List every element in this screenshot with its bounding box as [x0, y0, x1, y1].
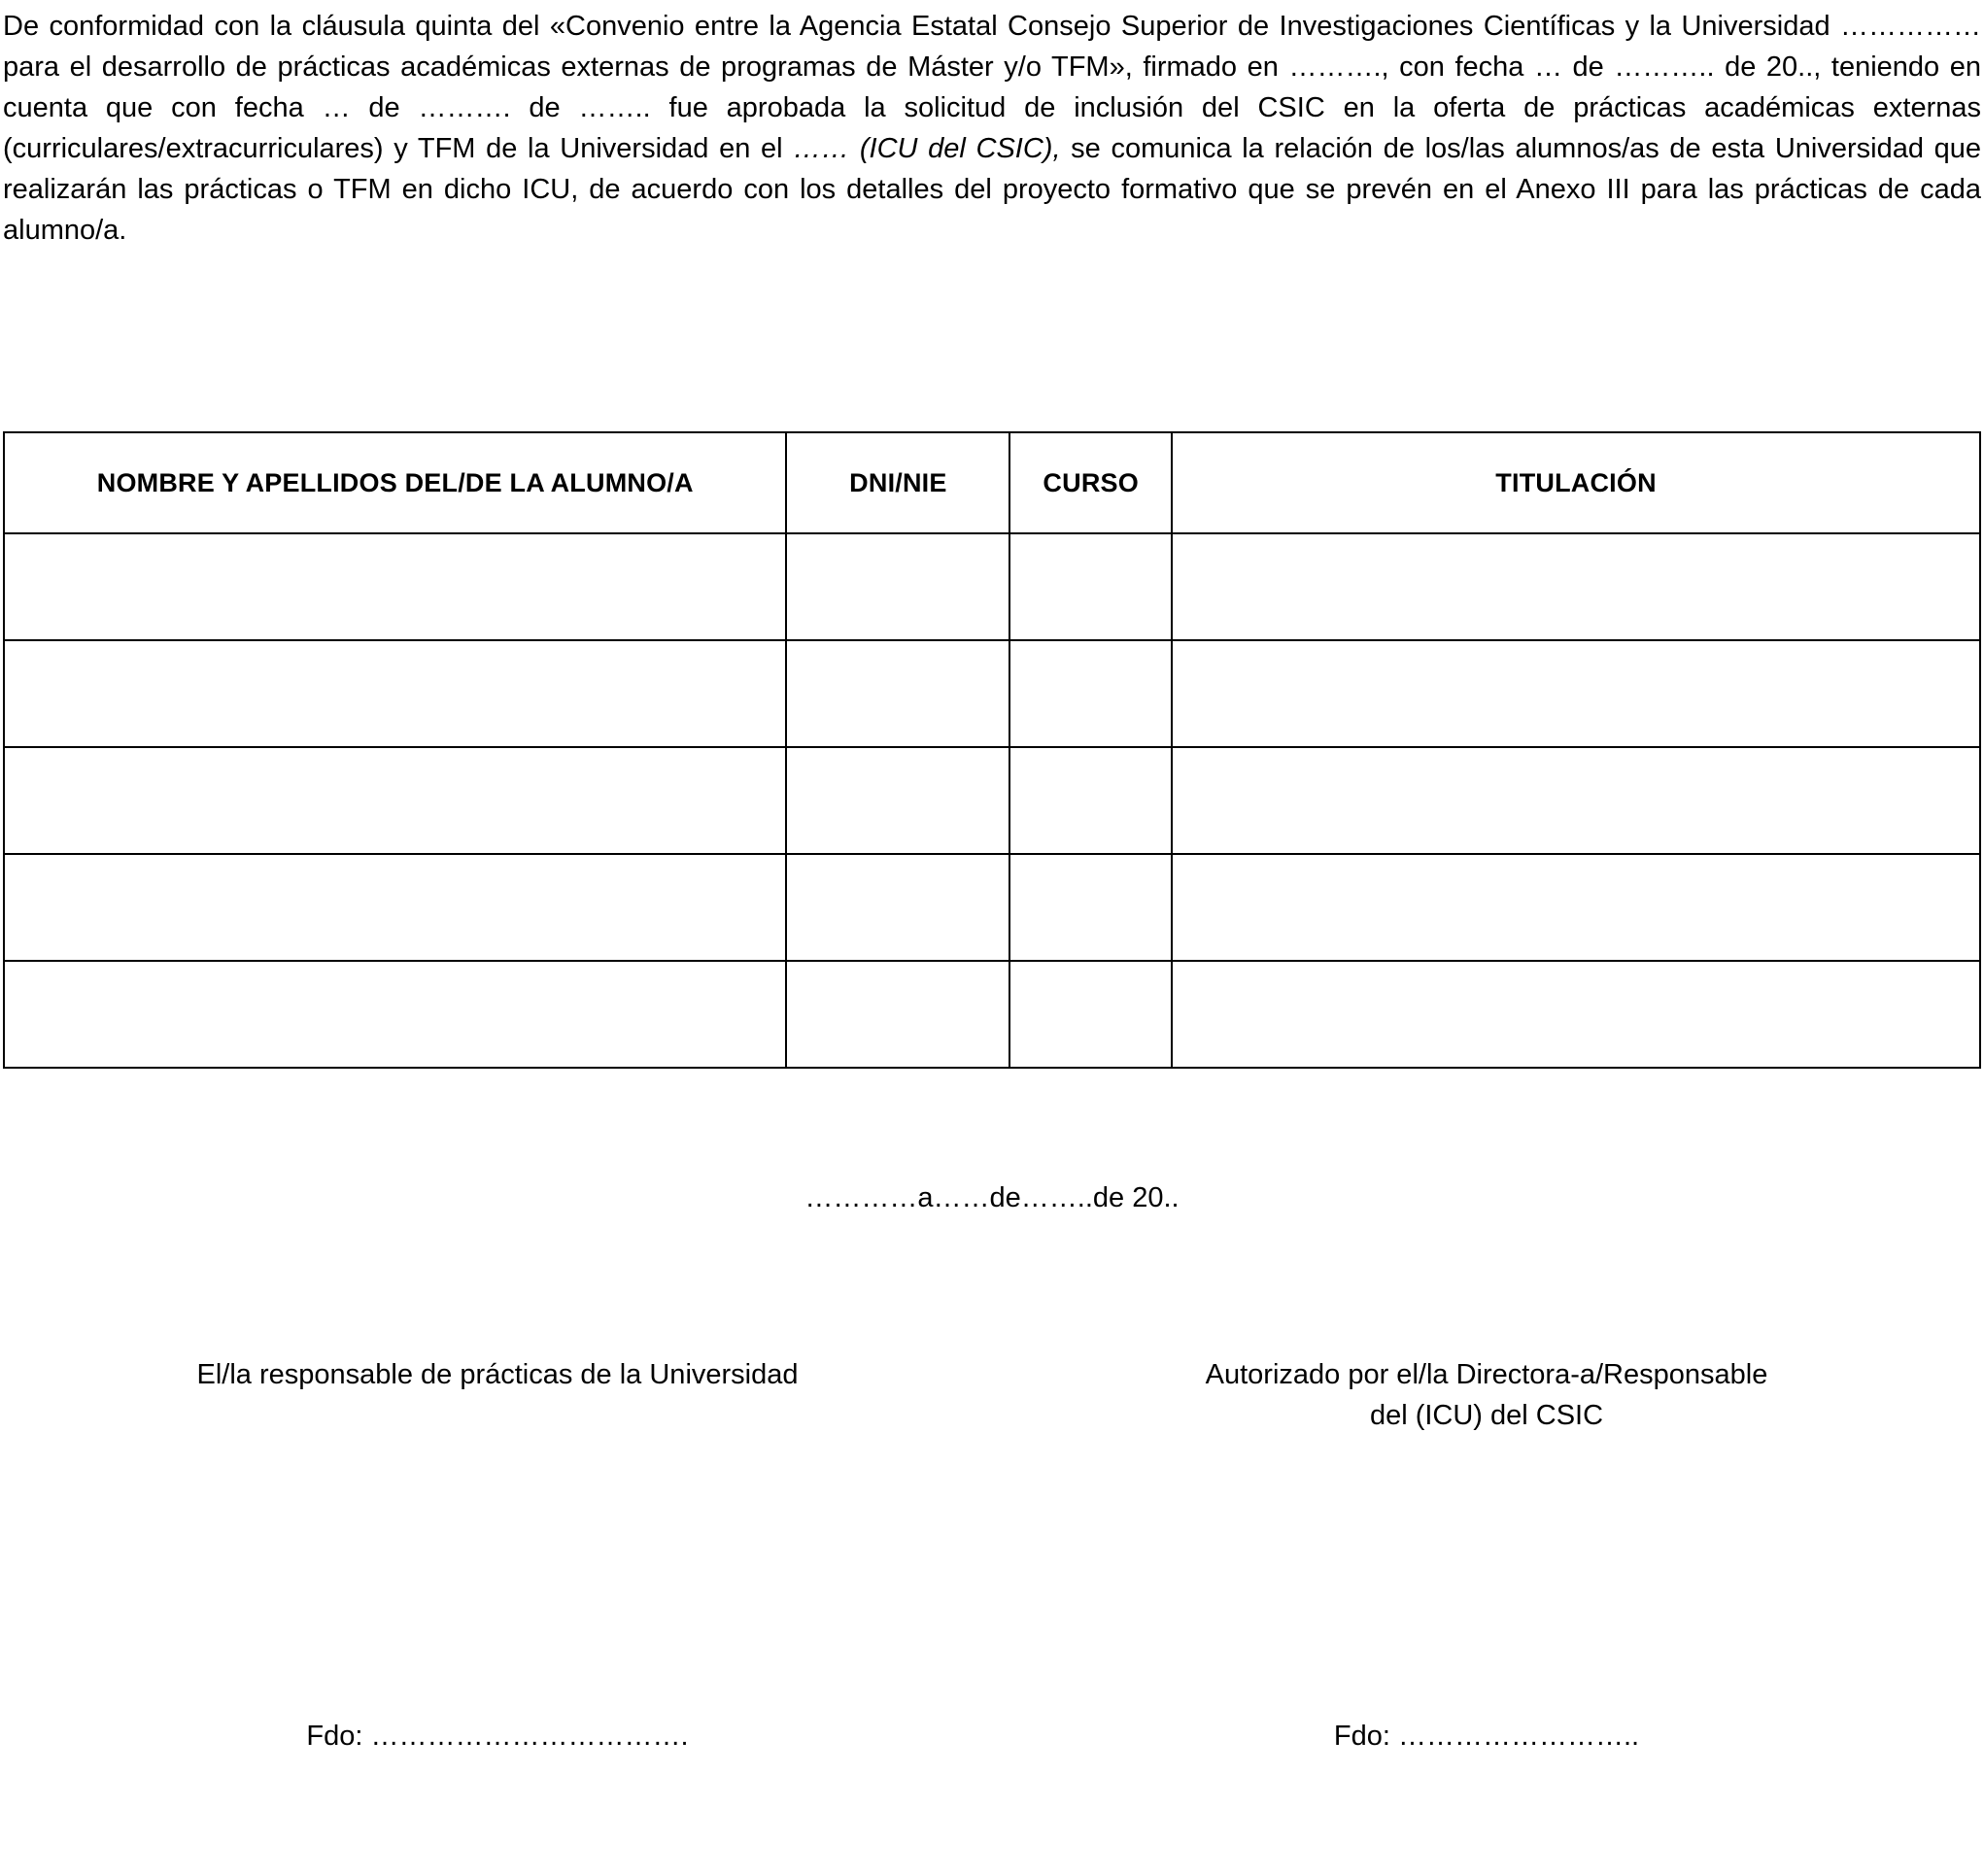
fdo-left: Fdo: ……………………………. — [306, 1721, 689, 1753]
intro-paragraph — [3, 6, 1981, 251]
table-cell-empty — [1009, 640, 1172, 747]
table-row — [4, 961, 1980, 1068]
intro-paragraph-italic: …… (ICU del CSIC), — [793, 133, 1061, 165]
table-header-row — [4, 432, 1980, 533]
table-cell-empty — [1172, 533, 1980, 640]
table-row — [4, 640, 1980, 747]
header-dni: DNI/NIE — [786, 432, 1009, 533]
table-cell-empty — [1172, 747, 1980, 854]
signature-role-left-text: El/la responsable de prácticas de la Universidad — [196, 1359, 799, 1391]
table-cell-empty — [4, 747, 786, 854]
header-curso: CURSO — [1009, 432, 1172, 533]
date-line: …………a……de……..de 20.. — [804, 1182, 1180, 1214]
table-row — [4, 533, 1980, 640]
table-cell-empty — [4, 533, 786, 640]
table-cell-empty — [4, 854, 786, 961]
table-cell-empty — [4, 640, 786, 747]
signature-role-left — [3, 1354, 992, 1436]
table-cell-empty — [786, 854, 1009, 961]
header-nombre: NOMBRE Y APELLIDOS DEL/DE LA ALUMNO/A — [4, 432, 786, 533]
table-cell-empty — [4, 961, 786, 1068]
table-cell-empty — [786, 533, 1009, 640]
students-table-header — [4, 432, 1980, 533]
signature-role-right — [992, 1354, 1981, 1436]
table-cell-empty — [1172, 640, 1980, 747]
header-titulacion: TITULACIÓN — [1172, 432, 1980, 533]
intro-paragraph-part3: se comunica la relación de los/las alumnos/as de esta Universidad que realizarán las prácticas o TFM en dicho ICU, de acuerdo con los detalles del proyecto formativo que se prevén en el Anexo III para las prácticas de cada alumno/a. — [3, 133, 1981, 247]
signature-roles-row — [3, 1354, 1981, 1436]
signature-role-right-line2: del (ICU) del CSIC — [1369, 1400, 1604, 1432]
table-cell-empty — [1009, 533, 1172, 640]
table-cell-empty — [1009, 961, 1172, 1068]
students-table — [3, 431, 1981, 1069]
table-body — [4, 533, 1980, 1068]
table-cell-empty — [786, 961, 1009, 1068]
table-cell-empty — [1009, 854, 1172, 961]
table-row — [4, 747, 1980, 854]
table-cell-empty — [786, 640, 1009, 747]
fdo-right: Fdo: …………………….. — [1333, 1721, 1640, 1753]
table-cell-empty — [1172, 854, 1980, 961]
table-cell-empty — [1172, 961, 1980, 1068]
intro-paragraph-part1: De conformidad con la cláusula quinta del «Convenio entre la Agencia Estatal Consejo Superior de Investigaciones Científicas y la Universidad …………… para el desarrollo de prácticas académicas externas de programas de Máster y/o TFM», firmado en ………., con fecha … de ……….. de 20.., teniendo en cuenta que con fecha … de ………. de …….. fue aprobada la solicitud de inclusión del CSIC en la oferta de prácticas académicas externas (curriculares/extracurriculares) y TFM de la Universidad en el — [3, 11, 1981, 165]
signature-role-right-line1: Autorizado por el/la Directora-a/Responsable — [1205, 1359, 1768, 1391]
signature-fdo-row — [3, 1716, 1981, 1757]
table-cell-empty — [1009, 747, 1172, 854]
table-row — [4, 854, 1980, 961]
table-cell-empty — [786, 747, 1009, 854]
